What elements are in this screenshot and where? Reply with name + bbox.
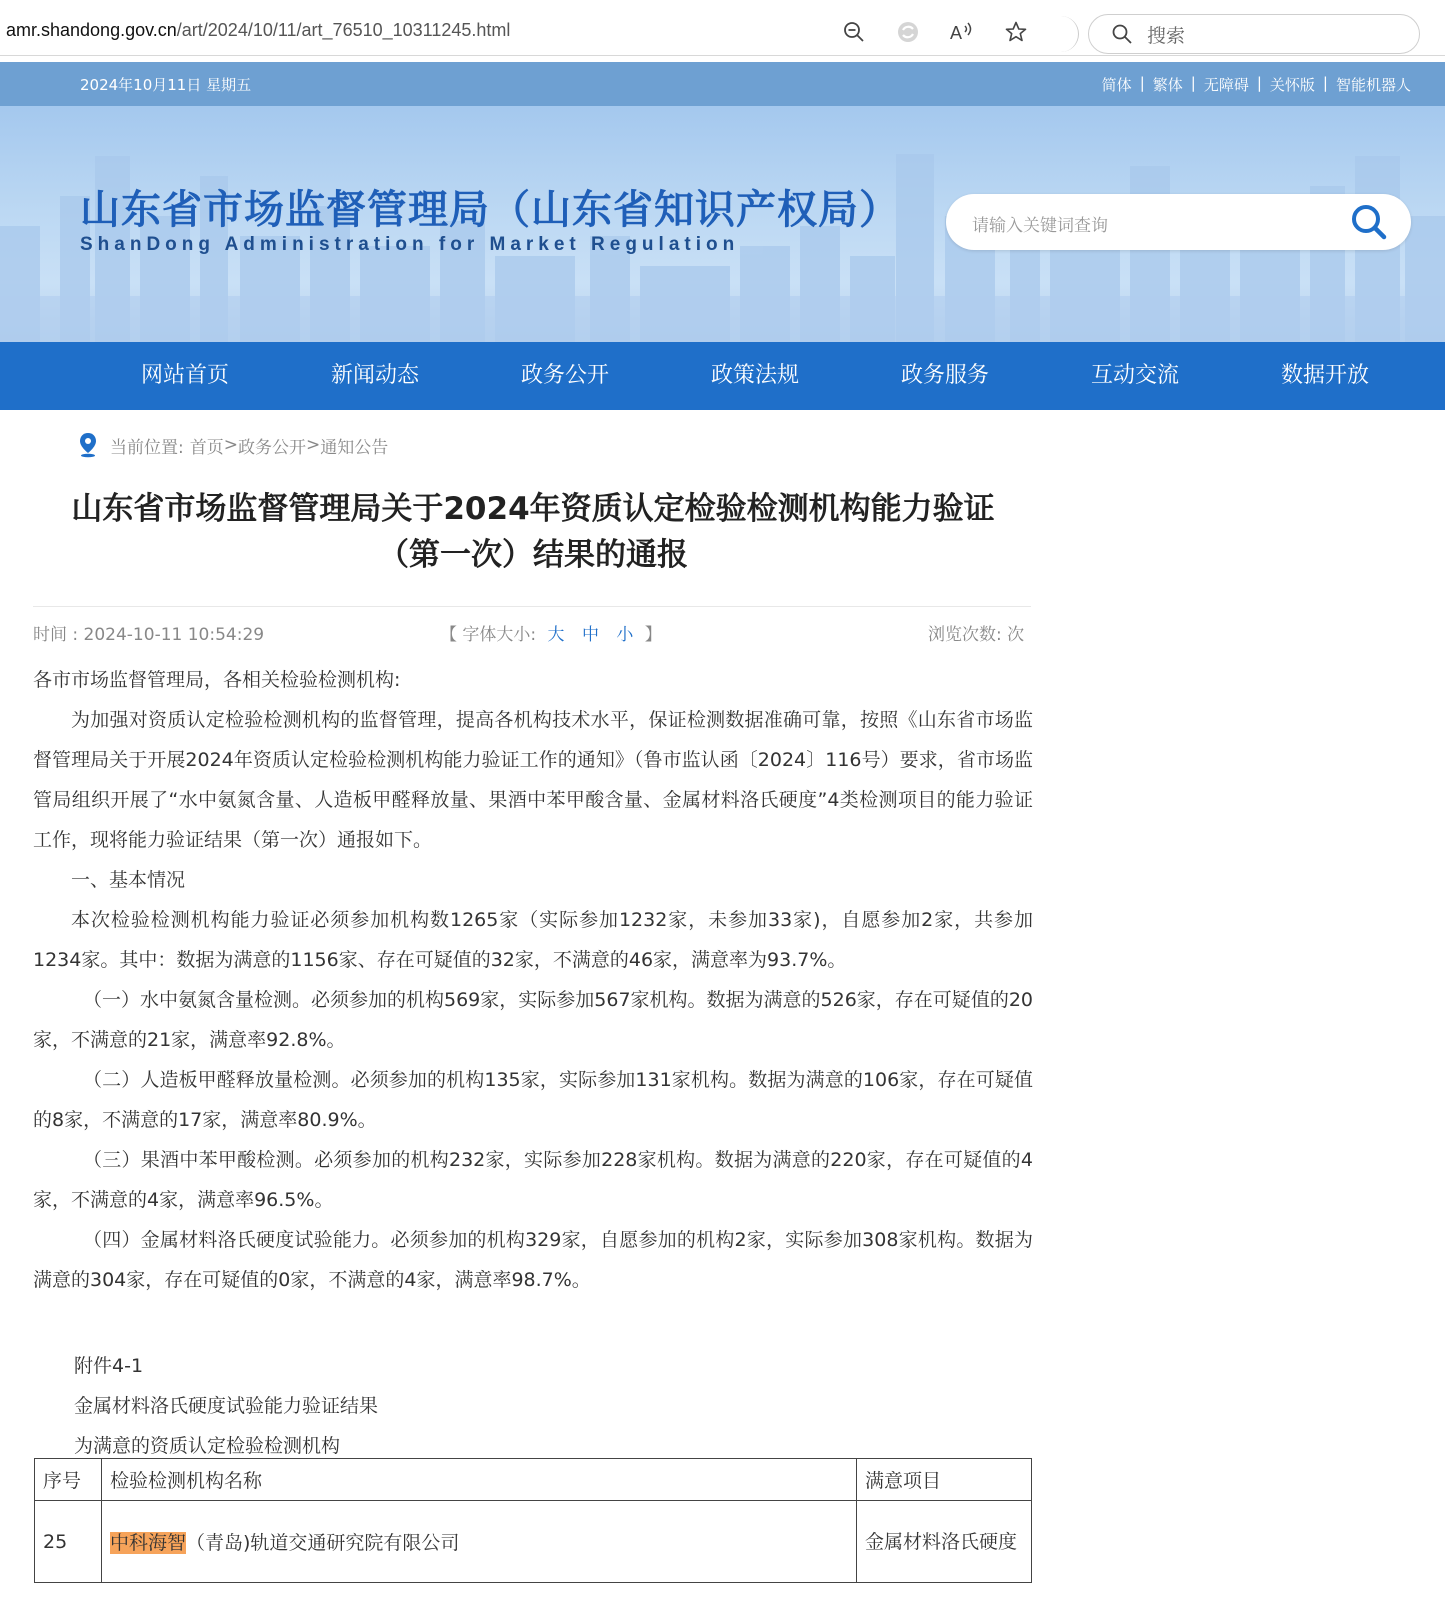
cell-no: 25 — [35, 1501, 102, 1583]
site-title: 山东省市场监督管理局（山东省知识产权局） — [80, 187, 900, 233]
link-elder-care[interactable]: 关怀版 — [1269, 76, 1315, 94]
breadcrumb-sep: > — [305, 435, 321, 455]
favorite-star-icon[interactable] — [1002, 18, 1030, 46]
org-name-rest: （青岛)轨道交通研究院有限公司 — [186, 1532, 460, 1554]
separator: | — [1322, 74, 1328, 92]
nav-gov-affairs[interactable]: 政务公开 — [521, 363, 610, 388]
svg-text:A: A — [950, 23, 963, 43]
zoom-out-icon[interactable] — [840, 18, 868, 46]
breadcrumb-home[interactable]: 首页 — [189, 437, 224, 458]
meta-divider — [33, 606, 1031, 607]
read-aloud-icon[interactable] — [948, 18, 976, 46]
url-path: /art/2024/10/11/art_76510_10311245.html — [176, 20, 511, 40]
section-heading: 一、基本情况 — [71, 869, 186, 891]
link-robot[interactable]: 智能机器人 — [1335, 76, 1411, 94]
site-banner — [0, 106, 1445, 342]
font-size-close: 】 — [644, 625, 662, 645]
address-bar[interactable] — [6, 20, 510, 41]
separator: | — [1139, 74, 1145, 92]
separator: | — [1256, 74, 1262, 92]
browser-toolbar — [0, 0, 1445, 62]
nav-services[interactable]: 政务服务 — [901, 363, 990, 388]
search-icon[interactable] — [1349, 202, 1389, 242]
link-traditional[interactable]: 繁体 — [1152, 76, 1183, 94]
paragraph: （二）人造板甲醛释放量检测。必须参加的机构135家，实际参加131家机构。数据为满意的106家，存在可疑值的8家，不满意的17家，满意率80.9%。 — [33, 1069, 1033, 1131]
top-info-strip — [0, 62, 1445, 106]
article-body — [33, 660, 1033, 1300]
header-no: 序号 — [35, 1459, 102, 1501]
breadcrumb-label: 当前位置: — [110, 437, 184, 458]
toolbar-bottom-border — [0, 55, 1445, 56]
location-pin-icon — [78, 432, 98, 458]
header-org-name: 检验检测机构名称 — [102, 1459, 857, 1501]
header-item: 满意项目 — [857, 1459, 1032, 1501]
search-icon — [1111, 23, 1133, 45]
site-subtitle-english: ShanDong Administration for Market Regulation — [80, 234, 740, 255]
article-title-line2: （第一次）结果的通报 — [378, 537, 688, 573]
browser-search-box[interactable] — [1088, 14, 1420, 54]
attachment-title: 金属材料洛氏硬度试验能力验证结果 — [74, 1395, 379, 1417]
nav-policy[interactable]: 政策法规 — [711, 363, 800, 388]
publish-time: 时间 : 2024-10-11 10:54:29 — [33, 625, 265, 645]
article-title — [33, 486, 1033, 578]
paragraph: 本次检验检测机构能力验证必须参加机构数1265家（实际参加1232家，未参加33家)，自愿参加2家，共参加1234家。其中：数据为满意的1156家、存在可疑值的32家，不满意的46家，满意率为93.7%。 — [33, 909, 1033, 971]
current-date: 2024年10月11日 星期五 — [80, 76, 252, 94]
separator: | — [1190, 74, 1196, 92]
cell-item: 金属材料洛氏硬度 — [857, 1501, 1032, 1583]
nav-home[interactable]: 网站首页 — [141, 363, 230, 388]
toolbar-divider — [1058, 16, 1079, 52]
site-search-box[interactable] — [946, 194, 1411, 250]
link-accessibility[interactable]: 无障碍 — [1203, 76, 1249, 94]
main-nav — [0, 342, 1445, 410]
greeting: 各市市场监督管理局，各相关检验检测机构: — [33, 669, 401, 691]
font-size-small[interactable]: 小 — [616, 625, 634, 645]
attachment-subtitle: 为满意的资质认定检验检测机构 — [74, 1435, 341, 1457]
breadcrumb-notices[interactable]: 通知公告 — [320, 437, 389, 458]
article-title-line1: 山东省市场监督管理局关于2024年资质认定检验检测机构能力验证 — [71, 491, 995, 527]
paragraph: （一）水中氨氮含量检测。必须参加的机构569家，实际参加567家机构。数据为满意的526家，存在可疑值的20家，不满意的21家，满意率92.8%。 — [33, 989, 1033, 1051]
font-size-label: 【 字体大小: — [440, 625, 537, 645]
view-count-unit: 次 — [1007, 625, 1025, 645]
view-count-label: 浏览次数: — [928, 625, 1002, 645]
cell-org-name — [102, 1501, 857, 1583]
paragraph: （三）果酒中苯甲酸检测。必须参加的机构232家，实际参加228家机构。数据为满意的220家，存在可疑值的4家，不满意的4家，满意率96.5%。 — [33, 1149, 1033, 1211]
site-search-placeholder: 请输入关键词查询 — [972, 216, 1108, 236]
highlighted-text: 中科海智 — [110, 1532, 187, 1554]
attachment-number: 附件4-1 — [74, 1355, 144, 1377]
paragraph: 为加强对资质认定检验检测机构的监督管理，提高各机构技术水平，保证检测数据准确可靠，按照《山东省市场监督管理局关于开展2024年资质认定检验检测机构能力验证工作的通知》（鲁市监认函〔2024〕116号）要求，省市场监管局组织开展了“水中氨氮含量、人造板甲醛释放量、果酒中苯甲酸含量、金属材料洛氏硬度”4类检测项目的能力验证工作，现将能力验证结果（第一次）通报如下。 — [33, 709, 1033, 851]
nav-open-data[interactable]: 数据开放 — [1281, 363, 1370, 388]
font-size-medium[interactable]: 中 — [581, 625, 599, 645]
table-row — [35, 1501, 1032, 1583]
paragraph: （四）金属材料洛氏硬度试验能力。必须参加的机构329家，自愿参加的机构2家，实际参加308家机构。数据为满意的304家，存在可疑值的0家，不满意的4家，满意率98.7%。 — [33, 1229, 1033, 1291]
top-links — [1102, 74, 1411, 95]
url-host: amr.shandong.gov.cn — [6, 20, 177, 40]
breadcrumb-sep: > — [223, 435, 238, 455]
nav-news[interactable]: 新闻动态 — [331, 363, 420, 388]
font-size-control — [440, 620, 662, 645]
table-header-row — [35, 1459, 1032, 1501]
view-count — [928, 620, 1024, 645]
breadcrumb-gov-affairs[interactable]: 政务公开 — [237, 437, 306, 458]
refresh-sync-icon[interactable] — [894, 18, 922, 46]
results-table — [34, 1458, 1032, 1583]
font-size-large[interactable]: 大 — [547, 625, 565, 645]
breadcrumb — [78, 432, 388, 458]
nav-interaction[interactable]: 互动交流 — [1091, 363, 1180, 388]
link-simplified[interactable]: 简体 — [1101, 76, 1132, 94]
browser-search-placeholder: 搜索 — [1147, 24, 1186, 47]
